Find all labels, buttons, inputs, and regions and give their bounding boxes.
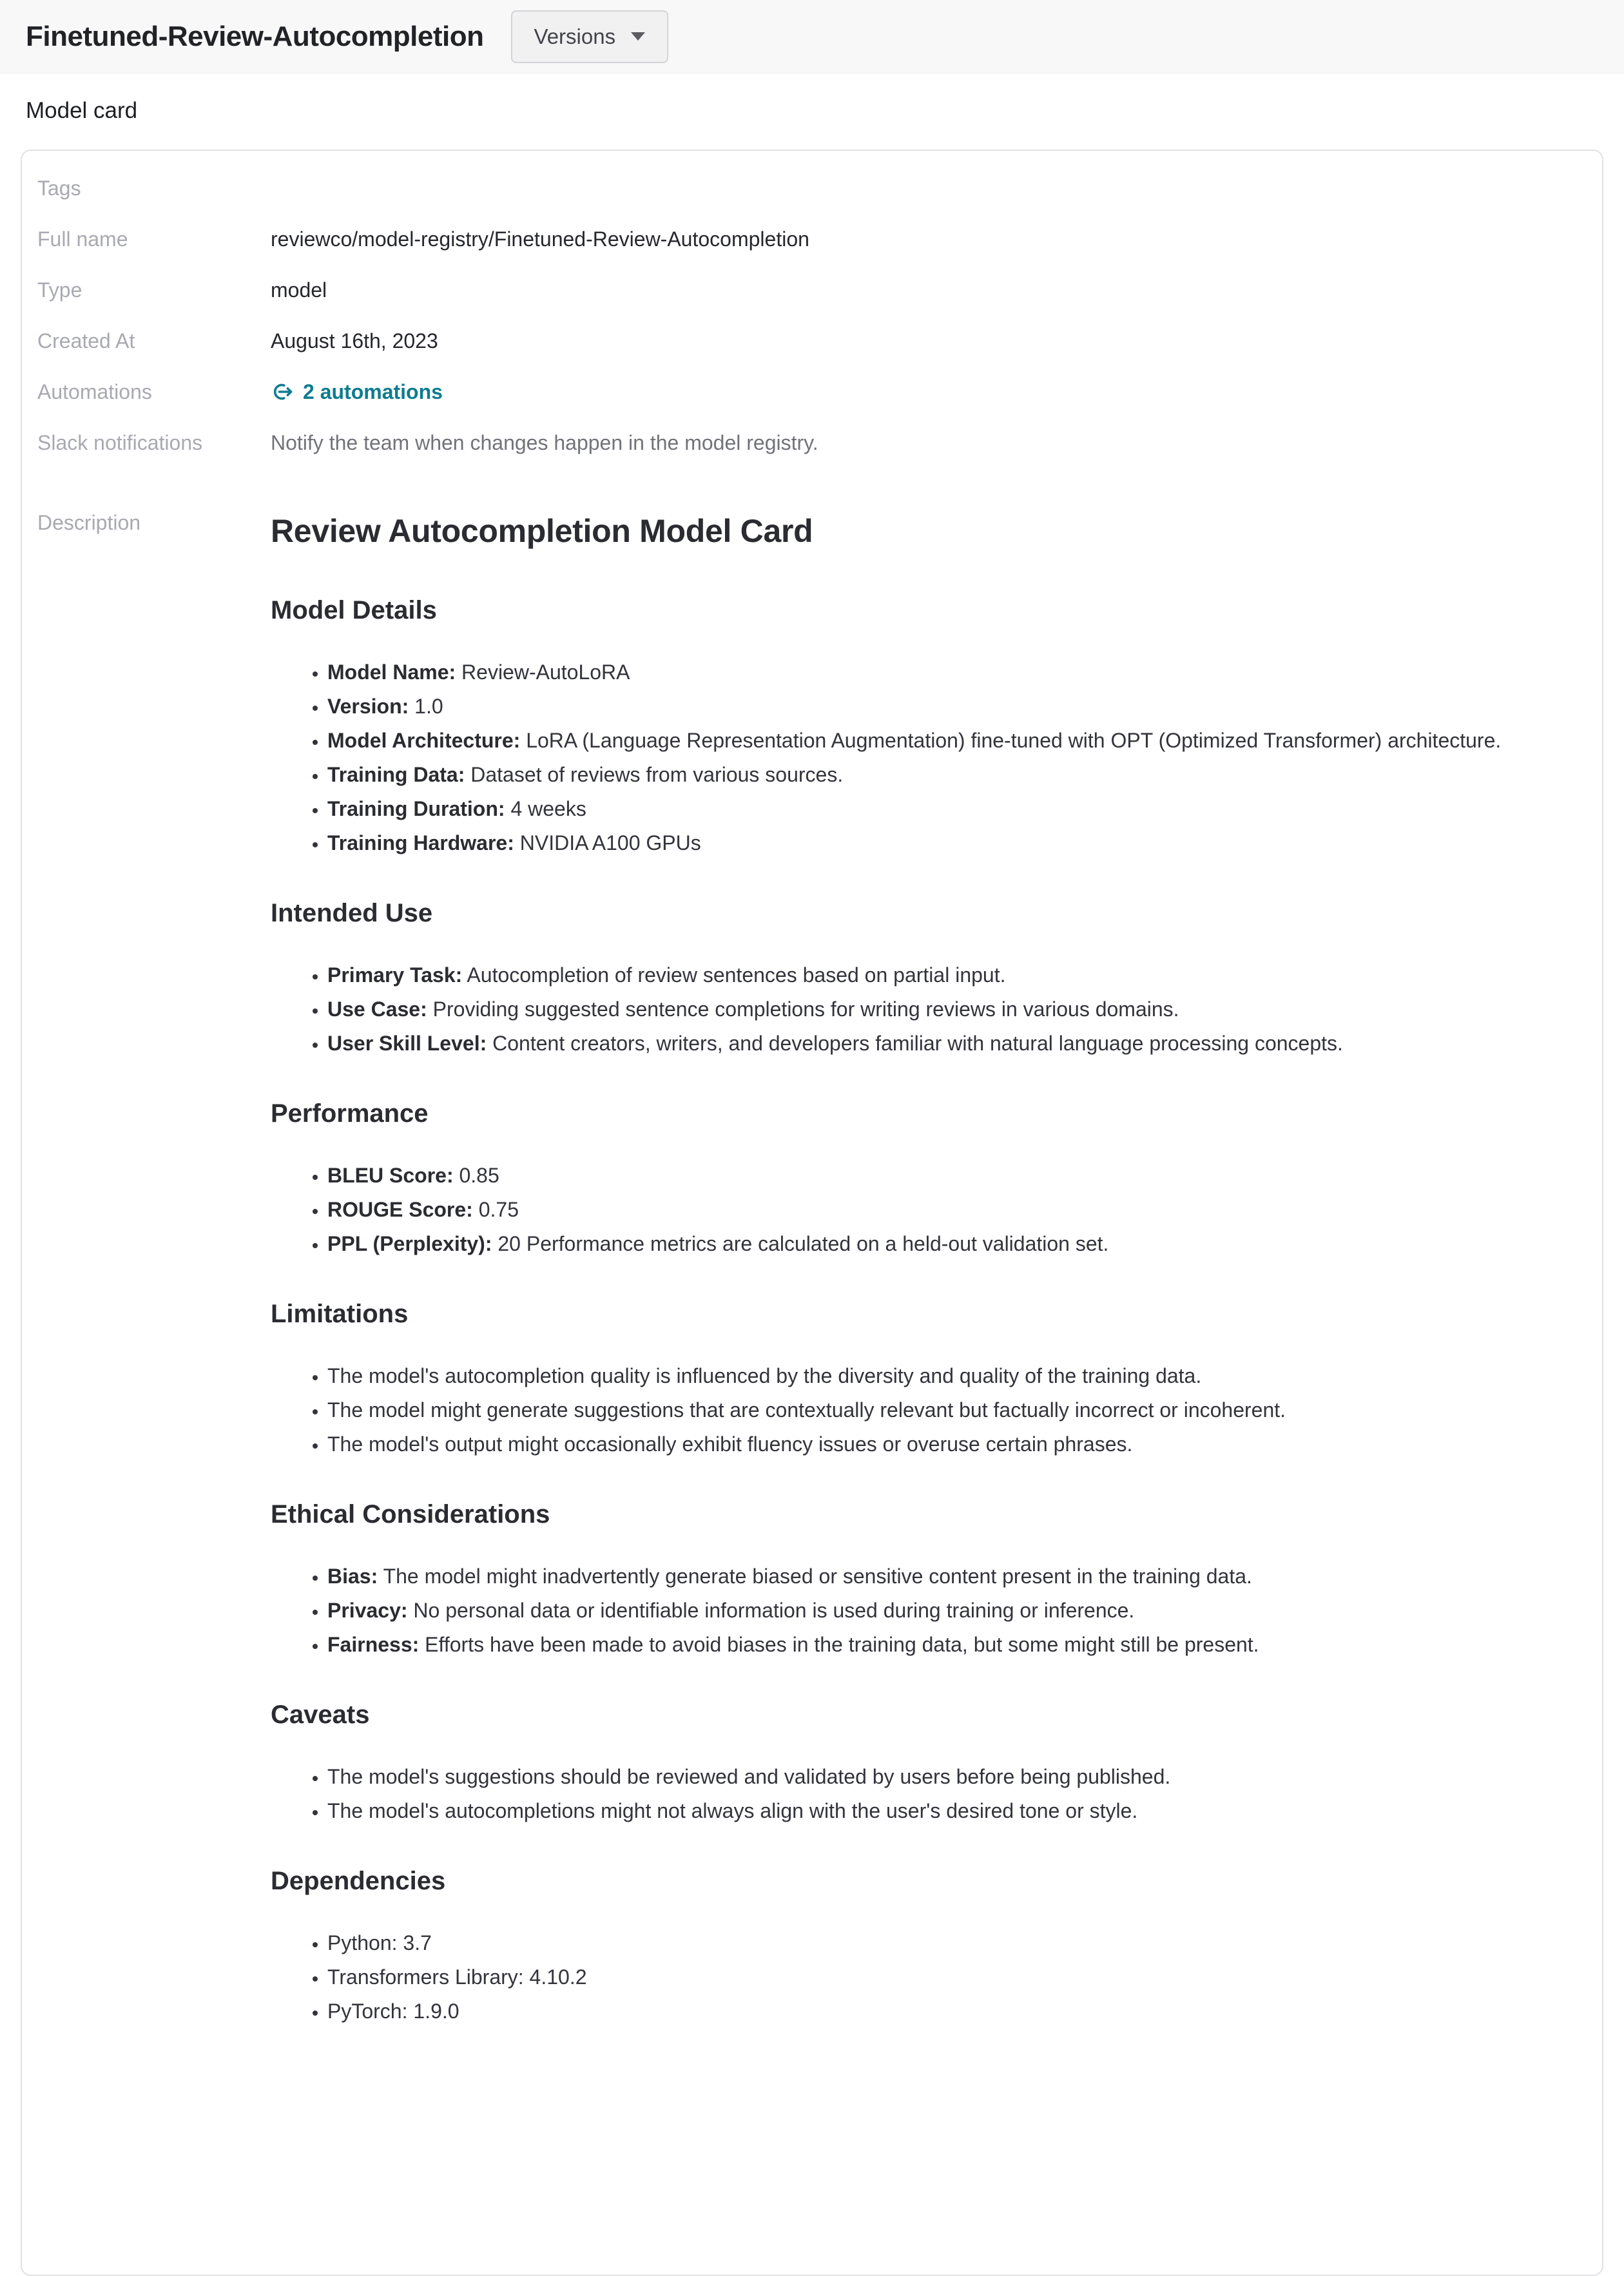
meta-label: Tags: [37, 177, 81, 200]
list-item: • User Skill Level: Content creators, writers, and developers familiar with natural language processing concepts.: [327, 1027, 1587, 1061]
markdown-section-heading: Caveats: [271, 1701, 370, 1729]
versions-button-label: Versions: [534, 24, 616, 48]
meta-row-type: [37, 277, 1587, 303]
meta-value: Notify the team when changes happen in the model registry.: [271, 431, 818, 454]
chevron-down-icon: [631, 32, 645, 41]
list-item: • The model's autocompletion quality is influenced by the diversity and quality of the training data.: [327, 1359, 1587, 1393]
top-header-bar: [0, 0, 1624, 73]
markdown-h1-title: Review Autocompletion Model Card: [271, 513, 813, 549]
markdown-bullet-list: [271, 1559, 1587, 1662]
markdown-bullet-list: [271, 1760, 1587, 1828]
model-card-markdown: [271, 510, 1587, 2065]
markdown-section-heading: Dependencies: [271, 1867, 446, 1895]
meta-row-full-name: [37, 226, 1587, 252]
model-card-panel: [21, 149, 1603, 2276]
meta-row-description: [37, 510, 1587, 2065]
meta-label: Full name: [37, 227, 128, 251]
list-item: • Version: 1.0: [327, 690, 1587, 724]
list-item: • Bias: The model might inadvertently generate biased or sensitive content present in the training data.: [327, 1559, 1587, 1594]
markdown-bullet-list: [271, 1926, 1587, 2029]
meta-label: Description: [37, 511, 141, 534]
list-item: • PyTorch: 1.9.0: [327, 1994, 1587, 2029]
markdown-bullet-list: [271, 1159, 1587, 1261]
list-item: • Training Hardware: NVIDIA A100 GPUs: [327, 826, 1587, 860]
list-item: • Model Architecture: LoRA (Language Representation Augmentation) fine-tuned with OPT (Optimized Transformer) architecture.: [327, 724, 1587, 758]
list-item: • BLEU Score: 0.85: [327, 1159, 1587, 1193]
list-item: • Training Duration: 4 weeks: [327, 792, 1587, 826]
markdown-bullet-list: [271, 958, 1587, 1061]
meta-row-automations: [37, 379, 1587, 405]
meta-row-tags: [37, 175, 1587, 201]
list-item: • ROUGE Score: 0.75: [327, 1193, 1587, 1227]
list-item: • Transformers Library: 4.10.2: [327, 1960, 1587, 1994]
meta-label: Automations: [37, 380, 152, 403]
list-item: • Privacy: No personal data or identifiable information is used during training or inference.: [327, 1594, 1587, 1628]
meta-label: Slack notifications: [37, 431, 203, 454]
list-item: • Training Data: Dataset of reviews from various sources.: [327, 758, 1587, 792]
markdown-section-heading: Intended Use: [271, 899, 433, 927]
list-item: • The model's autocompletions might not always align with the user's desired tone or style.: [327, 1794, 1587, 1828]
markdown-bullet-list: [271, 1359, 1587, 1461]
list-item: • Fairness: Efforts have been made to avoid biases in the training data, but some might still be present.: [327, 1628, 1587, 1662]
markdown-section-heading: Performance: [271, 1099, 429, 1128]
automations-link-label: 2 automations: [303, 380, 443, 403]
meta-value: reviewco/model-registry/Finetuned-Review-Autocompletion: [271, 227, 809, 251]
meta-label: Type: [37, 278, 82, 302]
meta-value: model: [271, 278, 327, 302]
meta-label: Created At: [37, 329, 135, 352]
list-item: • PPL (Perplexity): 20 Performance metrics are calculated on a held-out validation set.: [327, 1227, 1587, 1261]
model-card-section-label: Model card: [26, 98, 138, 123]
list-item: • Python: 3.7: [327, 1926, 1587, 1960]
markdown-section-heading: Ethical Considerations: [271, 1500, 550, 1529]
automation-arrow-icon: [271, 380, 294, 403]
page-title: Finetuned-Review-Autocompletion: [26, 20, 484, 52]
list-item: • Primary Task: Autocompletion of review sentences based on partial input.: [327, 958, 1587, 992]
markdown-sections: [271, 593, 1587, 2029]
list-item: • The model might generate suggestions that are contextually relevant but factually incorrect or incoherent.: [327, 1393, 1587, 1427]
meta-row-slack-notifications: [37, 430, 1587, 456]
list-item: • The model's output might occasionally exhibit fluency issues or overuse certain phrases.: [327, 1427, 1587, 1461]
meta-row-created-at: [37, 328, 1587, 354]
list-item: • The model's suggestions should be reviewed and validated by users before being published.: [327, 1760, 1587, 1794]
meta-value: August 16th, 2023: [271, 329, 438, 352]
automations-link[interactable]: [271, 379, 443, 405]
markdown-section-heading: Model Details: [271, 596, 437, 624]
markdown-section-heading: Limitations: [271, 1300, 409, 1328]
list-item: • Use Case: Providing suggested sentence completions for writing reviews in various domains.: [327, 992, 1587, 1027]
versions-button[interactable]: [511, 10, 669, 63]
markdown-bullet-list: [271, 655, 1587, 860]
list-item: • Model Name: Review-AutoLoRA: [327, 655, 1587, 690]
